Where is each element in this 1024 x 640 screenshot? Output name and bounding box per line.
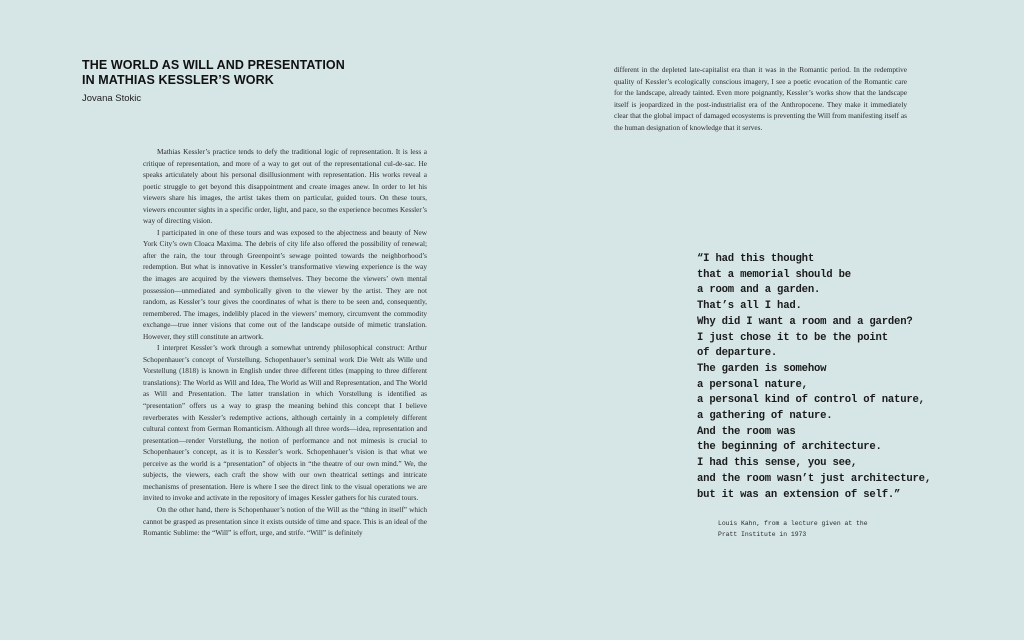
quote-line: I had this sense, you see, bbox=[697, 457, 858, 470]
paragraph-3: I interpret Kessler’s work through a somewhat untrendy philosophical construct: Arthur Schopenhauer’s concept of Vorstellung. Schopenhauer’s seminal work Die Welt als Wille und Vorstellung (1818) is known in English under three different titles (mapping to three different translations): The World as Will and Idea, The World as Will and Representation, and The World as Will and Presentation. The latter translation in which Vorstellung is identified as “presentation” offers us a way to grasp the meaning behind this concept that I believe reverberates with Kessler’s redemptive actions, although certainly in a completely different cultural context from German Romanticism. Although all three words—idea, representation and presentation—render Vorstellung, the notion of performance and not mimesis is crucial to Schopenhauer’s concept, as it is to Kessler’s work. Schopenhauer’s vision is that what we perceive as the world is a “presentation” of objects in “the theatre of our own mind.” We, the subjects, the viewers, each craft the show with our own theatrical settings and intricate mechanisms of presentation. Here is where I see the direct link to the visual operations we are invited to invoke and activate in the repository of images Kessler gathers for his curated tours. bbox=[143, 343, 427, 503]
quote-line: of departure. bbox=[697, 347, 778, 360]
continued-paragraph: different in the depleted late-capitalist era than it was in the Romantic period. In the redemptive quality of Kessler’s ecologically conscious imagery, I see a poetic evocation of the Romantic care for the landscape, already tainted. Even more poignantly, Kessler’s works show that the landscape itself is jeopardized in the post-industrialist era of the Anthropocene. They make it immediately clear that the global impact of damaged ecosystems is preventing the Will from manifesting itself as the human designation of knowledge that it serves. bbox=[614, 65, 907, 132]
attribution-line: Pratt Institute in 1973 bbox=[718, 531, 807, 538]
title-line-1: THE WORLD AS WILL AND PRESENTATION bbox=[82, 58, 345, 72]
quote-attribution bbox=[718, 518, 958, 540]
quote-line: and the room wasn’t just architecture, bbox=[697, 472, 931, 485]
quote-line: a gathering of nature. bbox=[697, 410, 833, 423]
quote-line: Why did I want a room and a garden? bbox=[697, 315, 913, 328]
quote-line: that a memorial should be bbox=[697, 268, 851, 281]
paragraph-2: I participated in one of these tours and was exposed to the abjectness and beauty of New York City’s own Cloaca Maxima. The debris of city life also offered the possibility of renewal; after the rain, the tour through Greenpoint’s sewage pointed towards the neighborhood’s redemption. But what is innovative in Kessler’s transformative viewing experience is the way the images are acquired by the viewers themselves. They become the viewers’ own mental possession—unmediated and symbolically given to the viewer by the artist. They are not random, as Kessler’s tour gives the coordinates of what is there to be seen and, consequently, remembered. The images, indelibly placed in the viewers’ memory, circumvent the commodity exchange—true inner visions that come out of the landscape outside of mimetic translation. However, they still constitute an artwork. bbox=[143, 227, 427, 341]
quote-line: but it was an extension of self.” bbox=[697, 488, 901, 501]
quote-line: And the room was bbox=[697, 425, 796, 438]
quote-line: That’s all I had. bbox=[697, 300, 802, 313]
quote-line: The garden is somehow bbox=[697, 362, 827, 375]
attribution-line: Louis Kahn, from a lecture given at the bbox=[718, 520, 868, 527]
paragraph-4: On the other hand, there is Schopenhauer’s notion of the Will as the “thing in itself” which cannot be grasped as presentation since it exists outside of time and space. This is an ideal of the Romantic Sublime: the “Will” is effort, urge, and strife. “Will” is definitely bbox=[143, 504, 427, 538]
quote-line: I just chose it to be the point bbox=[697, 331, 888, 344]
pull-quote bbox=[697, 252, 997, 503]
title-line-2: IN MATHIAS KESSLER’S WORK bbox=[82, 73, 274, 87]
quote-line: the beginning of architecture. bbox=[697, 441, 882, 454]
quote-line: “I had this thought bbox=[697, 253, 814, 265]
quote-line: a personal kind of control of nature, bbox=[697, 394, 925, 407]
paragraph-1: Mathias Kessler’s practice tends to defy the traditional logic of representation. It is less a critique of representation, and more of a way to get out of the representational cul-de-sac. He speaks articulately about his personal disillusionment with representation. His works reveal a poetic struggle to get beyond this disappointment and create images anew. In order to let his viewers share his images, the artist takes them on particular, guided tours. On these tours, viewers encounter sights in a specific order, light, and pace, so the experience becomes Kessler’s way of directing vision. bbox=[143, 147, 427, 226]
right-body-column bbox=[614, 64, 907, 134]
article-title bbox=[82, 58, 382, 88]
quote-line: a personal nature, bbox=[697, 378, 808, 391]
author-name: Jovana Stokic bbox=[82, 93, 142, 104]
left-body-column bbox=[143, 146, 427, 539]
quote-line: a room and a garden. bbox=[697, 284, 821, 297]
